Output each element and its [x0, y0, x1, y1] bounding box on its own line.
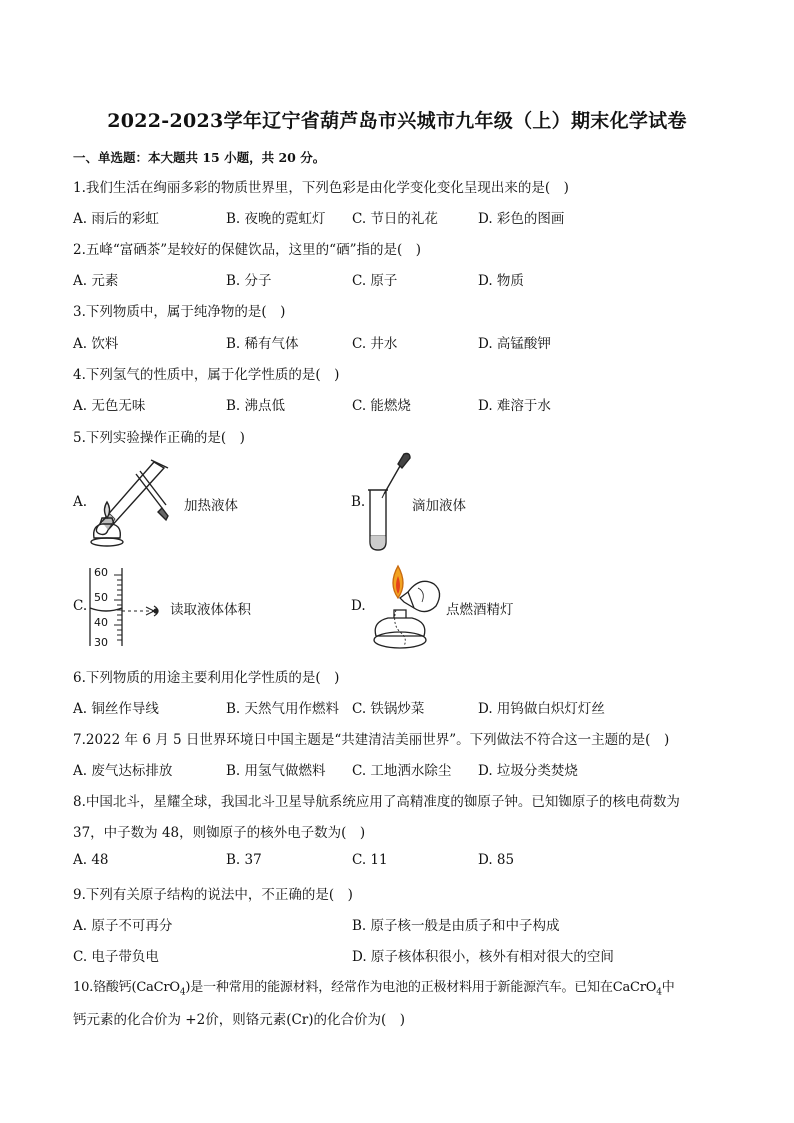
q4-option-b: B. 沸点低: [226, 398, 286, 414]
question-8-stem: 8.中国北斗，星耀全球，我国北斗卫星导航系统应用了高精准度的铷原子钟。已知铷原子的核电荷数为: [73, 794, 680, 810]
question-1-stem: 1.我们生活在绚丽多彩的物质世界里，下列色彩是由化学变化变化呈现出来的是( ): [73, 180, 569, 196]
q5-option-b-caption: 滴加液体: [412, 498, 466, 514]
q8-option-c: C. 11: [352, 852, 388, 868]
q10-formula-b: CaCrO: [612, 980, 657, 995]
q4-option-a: A. 无色无味: [73, 398, 146, 414]
question-9-stem: 9.下列有关原子结构的说法中，不正确的是( ): [73, 887, 353, 903]
q6-option-a: A. 铜丝作导线: [73, 701, 159, 717]
q8-option-a: A. 48: [73, 852, 109, 868]
question-10-stem: [73, 976, 675, 998]
q6-option-b: B. 天然气用作燃料: [226, 701, 340, 717]
q9-option-c: C. 电子带负电: [73, 949, 159, 965]
question-5-stem: 5.下列实验操作正确的是( ): [73, 430, 245, 446]
tick-label-40: 40: [94, 616, 108, 629]
question-4-stem: 4.下列氢气的性质中，属于化学性质的是( ): [73, 367, 340, 383]
q10-formula-a-subscript: 4: [179, 987, 186, 998]
q7-option-c: C. 工地洒水除尘: [352, 763, 452, 779]
q6-option-c: C. 铁锅炒菜: [352, 701, 425, 717]
q10-formula-a: CaCrO: [136, 980, 180, 995]
q5-option-b-letter: B.: [351, 494, 366, 510]
q8-option-d: D. 85: [478, 852, 515, 868]
section-heading: 一、单选题：本大题共 15 小题，共 20 分。: [73, 150, 326, 165]
tick-label-60: 60: [94, 566, 108, 579]
q1-option-c: C. 节日的礼花: [352, 211, 438, 227]
q2-option-d: D. 物质: [478, 273, 524, 289]
tick-label-30: 30: [94, 636, 108, 649]
q5-option-d-letter: D.: [351, 598, 366, 614]
q7-option-a: A. 废气达标排放: [73, 763, 173, 779]
q4-option-c: C. 能燃烧: [352, 398, 411, 414]
alcohol-lamp-figure: [368, 562, 448, 654]
q5-option-c-letter: C.: [73, 598, 88, 614]
heating-liquid-figure: [88, 456, 184, 548]
q2-option-c: C. 原子: [352, 273, 398, 289]
q9-option-b: B. 原子核一般是由质子和中子构成: [352, 918, 560, 934]
tick-label-50: 50: [94, 591, 108, 604]
dropping-liquid-figure: [362, 450, 414, 554]
q1-option-b: B. 夜晚的霓虹灯: [226, 211, 326, 227]
q5-option-c-caption: 读取液体体积: [170, 602, 251, 618]
q6-option-d: D. 用钨做白炽灯灯丝: [478, 701, 605, 717]
q9-option-d: D. 原子核体积很小，核外有相对很大的空间: [352, 949, 614, 965]
question-6-stem: 6.下列物质的用途主要利用化学性质的是( ): [73, 670, 340, 686]
q4-option-d: D. 难溶于水: [478, 398, 551, 414]
q10-stem-mid: )是一种常用的能源材料，经常作为电池的正极材料用于新能源汽车。已知在: [185, 980, 613, 995]
q3-option-d: D. 高锰酸钾: [478, 336, 551, 352]
q1-option-a: A. 雨后的彩虹: [73, 211, 159, 227]
q1-option-d: D. 彩色的图画: [478, 211, 565, 227]
cylinder-tick-labels: [94, 566, 108, 650]
q5-option-a-letter: A.: [73, 494, 88, 510]
question-3-stem: 3.下列物质中，属于纯净物的是( ): [73, 304, 286, 320]
question-7-stem: 7.2022 年 6 月 5 日世界环境日中国主题是“共建清洁美丽世界”。下列做法不符合这一主题的是( ): [73, 732, 670, 748]
q3-option-a: A. 饮料: [73, 336, 119, 352]
question-2-stem: 2.五峰“富硒茶”是较好的保健饮品，这里的“硒”指的是( ): [73, 242, 422, 258]
q3-option-c: C. 井水: [352, 336, 398, 352]
q5-option-d-caption: 点燃酒精灯: [446, 602, 514, 618]
q9-option-a: A. 原子不可再分: [73, 918, 173, 934]
q3-option-b: B. 稀有气体: [226, 336, 299, 352]
q8-option-b: B. 37: [226, 852, 262, 868]
q5-option-a-caption: 加热液体: [184, 498, 238, 514]
q10-stem-end: 中: [661, 980, 675, 995]
q2-option-a: A. 元素: [73, 273, 119, 289]
q7-option-d: D. 垃圾分类焚烧: [478, 763, 578, 779]
exam-title: 2022-2023学年辽宁省葫芦岛市兴城市九年级（上）期末化学试卷: [107, 110, 687, 132]
q10-formula-b-subscript: 4: [656, 987, 662, 998]
q10-stem-pre: 10.铬酸钙(: [73, 980, 137, 995]
q7-option-b: B. 用氢气做燃料: [226, 763, 326, 779]
question-10-stem-line2: 钙元素的化合价为 +2价，则铬元素(Cr)的化合价为( ): [73, 1012, 406, 1028]
question-8-stem-line2: 37，中子数为 48，则铷原子的核外电子数为( ): [73, 825, 366, 841]
q2-option-b: B. 分子: [226, 273, 272, 289]
